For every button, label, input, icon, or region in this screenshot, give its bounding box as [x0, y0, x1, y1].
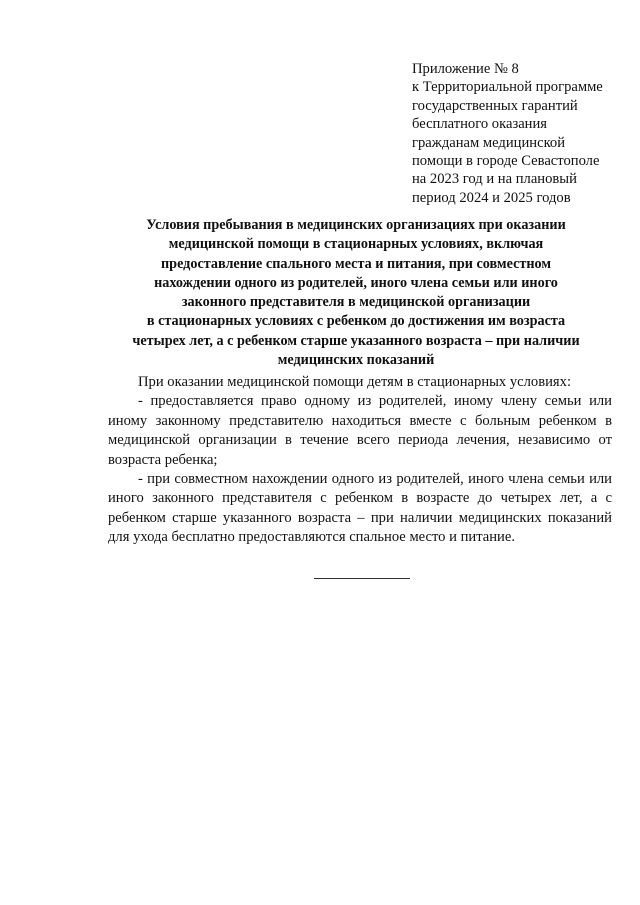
title-line: предоставление спального места и питания, при совместном — [161, 255, 551, 272]
appendix-line: государственных гарантий — [412, 97, 578, 114]
title-line: законного представителя в медицинской организации — [181, 294, 531, 311]
appendix-line: Приложение № 8 — [412, 61, 519, 77]
end-separator-line — [314, 578, 410, 579]
document-title — [100, 216, 612, 370]
title-line: Условия пребывания в медицинских организациях при оказании — [146, 217, 566, 233]
body-paragraph-bed-and-meals: - при совместном нахождении одного из родителей, иного члена семьи или иного законного представителя с ребенком в возрасте до четырех лет, а с ребенком старше указанного возраста – при наличии медицинских показаний для ухода бесплатно предоставляются спальное место и питание. — [108, 471, 612, 546]
appendix-line: бесплатного оказания — [412, 116, 548, 133]
appendix-header — [412, 60, 627, 207]
body-paragraph-right-to-stay: - предоставляется право одному из родителей, иному члену семьи или иному законному представителю находиться вместе с больным ребенком в медицинской организации в течение всего периода лечения, независимо от возраста ребенка; — [108, 393, 612, 468]
appendix-line: на 2023 год и на плановый — [412, 171, 577, 188]
appendix-line: гражданам медицинской — [412, 134, 566, 151]
title-line: медицинских показаний — [277, 352, 435, 369]
appendix-line: период 2024 и 2025 годов — [412, 189, 571, 206]
title-line: четырех лет, а с ребенком старше указанного возраста – при наличии — [132, 332, 580, 349]
title-line: в стационарных условиях с ребенком до достижения им возраста — [146, 313, 566, 330]
appendix-line: к Территориальной программе — [412, 79, 603, 96]
appendix-line: помощи в городе Севастополе — [412, 153, 600, 170]
document-body — [108, 373, 612, 548]
title-line: медицинской помощи в стационарных условиях, включая — [168, 236, 544, 253]
title-line: нахождении одного из родителей, иного члена семьи или иного — [154, 274, 558, 291]
body-paragraph-intro: При оказании медицинской помощи детям в стационарных условиях: — [138, 374, 571, 390]
